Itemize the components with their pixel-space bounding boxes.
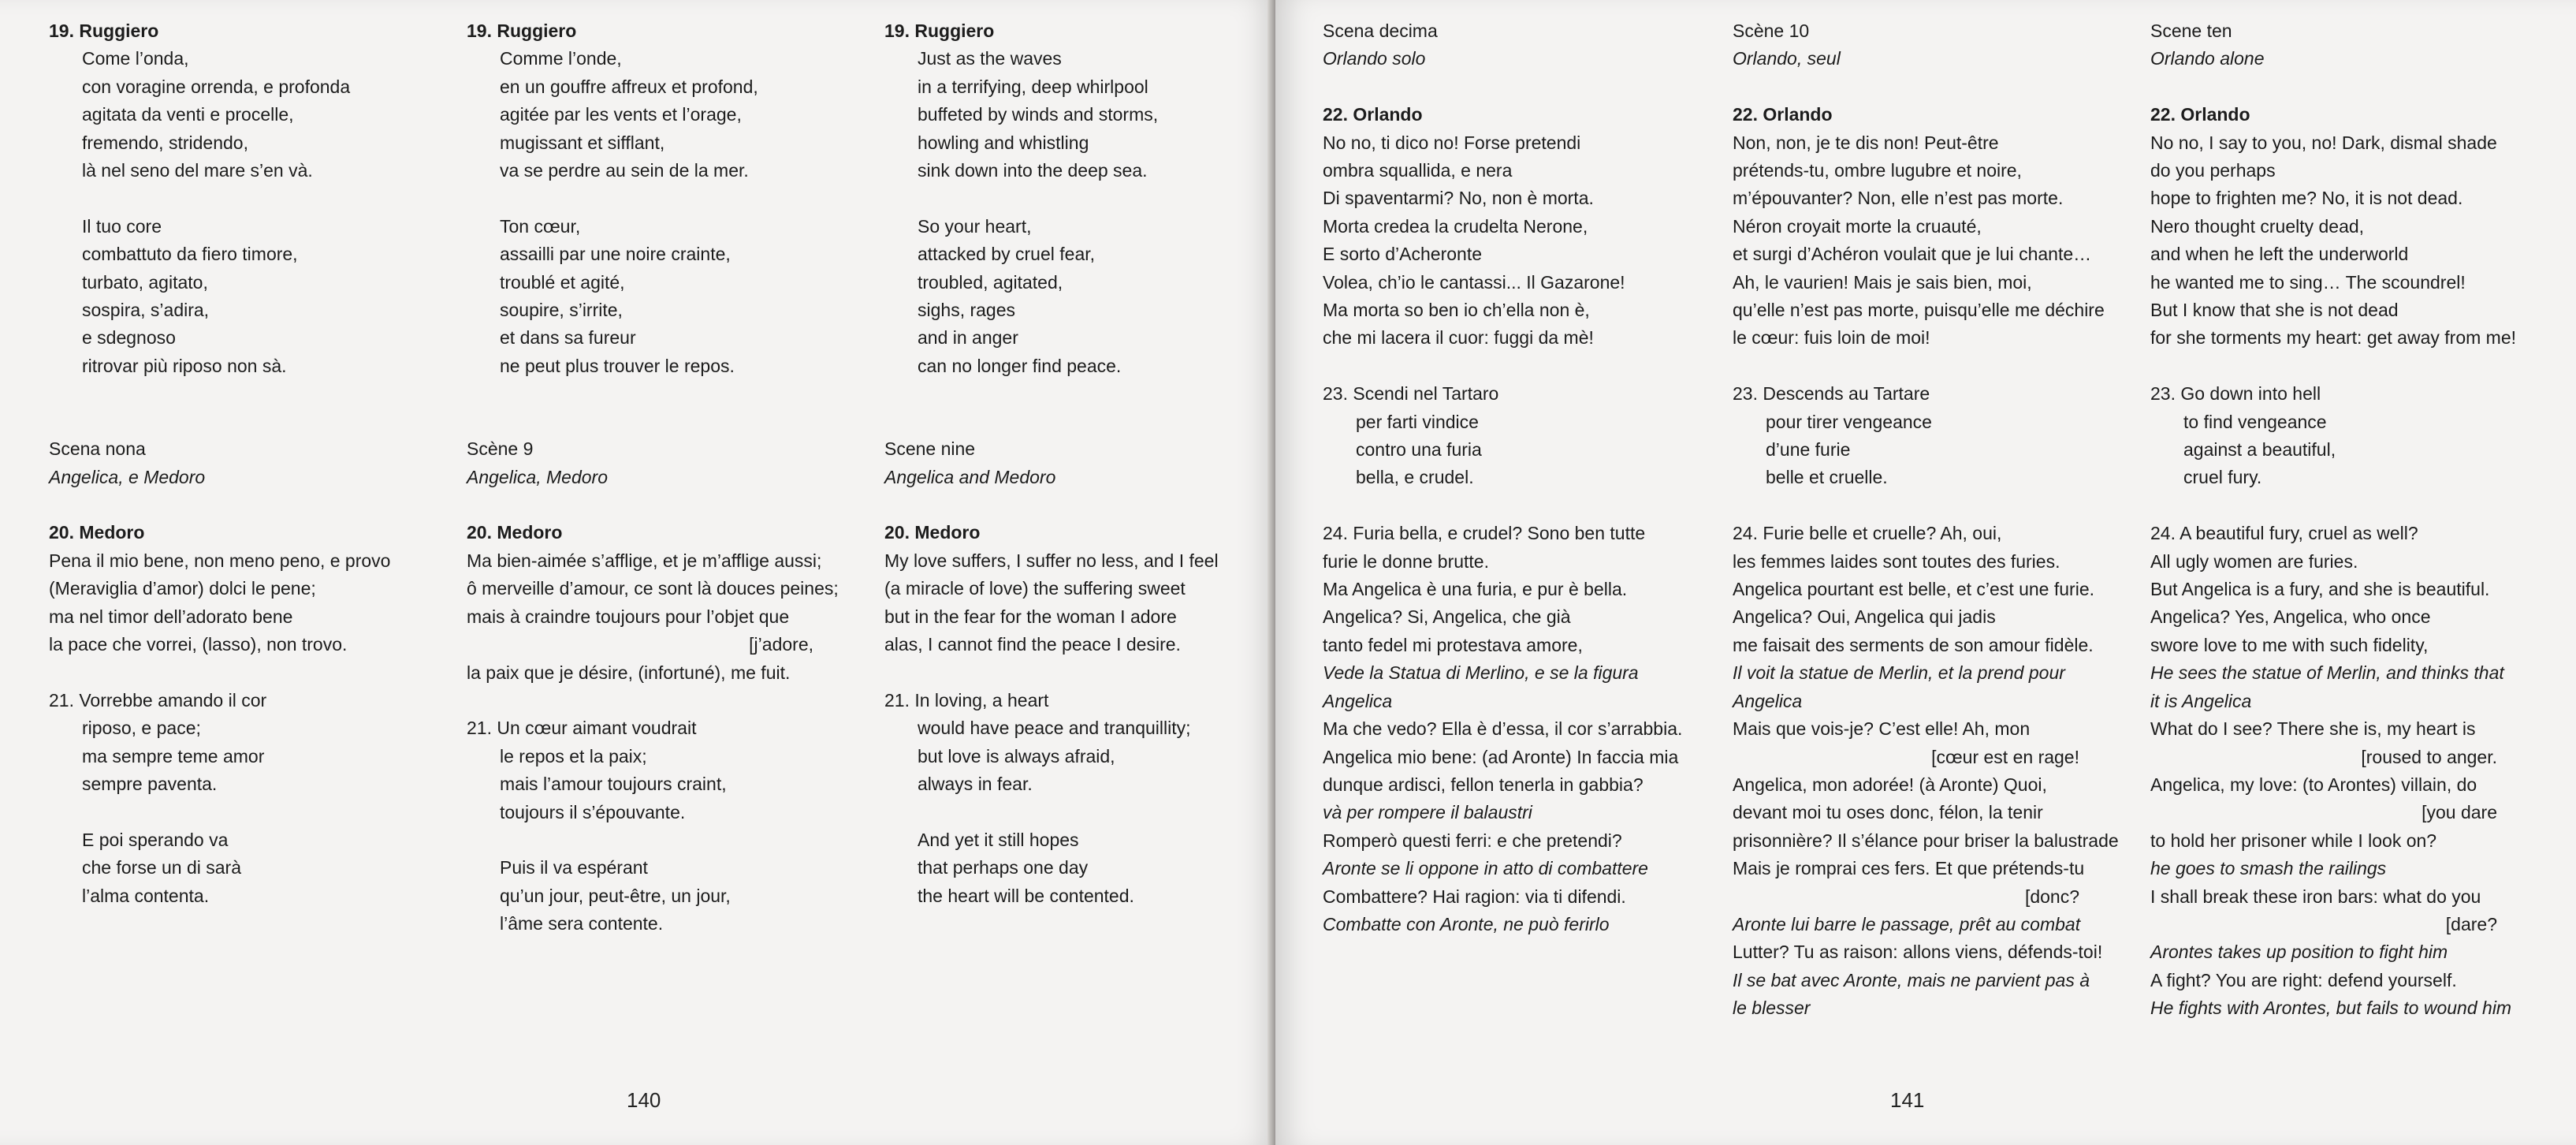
aria-heading: 19. Ruggiero <box>884 21 995 41</box>
text-line: Morta credea la crudelta Nerone, <box>1323 215 1588 237</box>
text-line: 21. Vorrebbe amando il cor <box>49 689 267 710</box>
text-line: for she torments my heart: get away from me! <box>2150 327 2516 349</box>
text-line: always in fear. <box>918 774 1033 795</box>
text-line: sighs, rages <box>918 300 1016 321</box>
text-line: mais l’amour toujours craint, <box>500 774 727 795</box>
text-line: swore love to me with such fidelity, <box>2150 634 2429 655</box>
text-line: sospira, s’adira, <box>82 300 210 321</box>
text-line: troublé et agité, <box>500 271 625 293</box>
line-gap <box>1323 492 1717 520</box>
text-line: What do I see? There she is, my heart is <box>2150 718 2476 740</box>
text-line: Angelica? Oui, Angelica qui jadis <box>1733 606 1996 628</box>
line-gap <box>49 659 443 687</box>
text-line: to find vengeance <box>2183 411 2327 432</box>
stage-direction: Orlando alone <box>2150 48 2265 69</box>
text-line: My love suffers, I suffer no less, and I feel <box>884 550 1219 571</box>
english-text-column-left <box>884 17 1279 910</box>
line-gap <box>49 185 443 212</box>
text-line: Scène 9 <box>467 438 534 460</box>
text-line: d’une furie <box>1766 439 1851 461</box>
text-line: 23. Scendi nel Tartaro <box>1323 383 1499 405</box>
text-line: le repos et la paix; <box>500 745 647 766</box>
text-line: ombra squallida, e nera <box>1323 160 1513 181</box>
text-line: bella, e crudel. <box>1356 467 1474 488</box>
text-line: et surgi d’Achéron voulait que je lui chante… <box>1733 244 2092 265</box>
line-gap <box>1733 352 2127 380</box>
text-line: to hold her prisoner while I look on? <box>2150 830 2437 851</box>
left-page <box>0 0 1275 1145</box>
text-line: tanto fedel mi protestava amore, <box>1323 634 1583 655</box>
text-line: cruel fury. <box>2183 467 2262 488</box>
aria-heading: 19. Ruggiero <box>49 21 159 41</box>
text-line: 23. Descends au Tartare <box>1733 383 1930 405</box>
stage-direction: Orlando, seul <box>1733 48 1841 69</box>
text-line: do you perhaps <box>2150 160 2276 181</box>
line-gap <box>49 491 443 519</box>
text-line: and when he left the underworld <box>2150 244 2409 265</box>
line-gap <box>1323 352 1717 380</box>
line-gap <box>1733 73 2127 101</box>
text-line: Di spaventarmi? No, non è morta. <box>1323 188 1594 209</box>
text-line: Romperò questi ferri: e che pretendi? <box>1323 830 1622 851</box>
text-line: Ma morta so ben io ch’ella non è, <box>1323 300 1590 321</box>
section-gap <box>467 380 861 435</box>
line-gap <box>467 826 861 854</box>
text-line: la paix que je désire, (infortuné), me fuit. <box>467 662 791 683</box>
text-line: che forse un di sarà <box>82 857 242 878</box>
line-gap <box>1323 73 1717 101</box>
stage-direction: Angelica <box>1323 690 1393 711</box>
text-line: con voragine orrenda, e profonda <box>82 76 351 97</box>
aria-heading: 20. Medoro <box>884 522 981 543</box>
text-line: mugissant et sifflant, <box>500 132 665 153</box>
text-line: All ugly women are furies. <box>2150 550 2358 572</box>
text-line: 21. In loving, a heart <box>884 689 1049 710</box>
text-line: 24. Furie belle et cruelle? Ah, oui, <box>1733 523 2002 544</box>
text-line: ma nel timor dell’adorato bene <box>49 606 293 627</box>
line-gap <box>467 185 861 212</box>
stage-direction: le blesser <box>1733 998 1811 1019</box>
text-line: e sdegnoso <box>82 327 176 349</box>
text-line: buffeted by winds and storms, <box>918 104 1159 125</box>
text-line: E poi sperando va <box>82 829 229 850</box>
text-line: Ton cœur, <box>500 215 581 237</box>
text-line: qu’elle n’est pas morte, puisqu’elle me déchire <box>1733 300 2105 321</box>
text-line: the heart will be contented. <box>918 885 1134 906</box>
text-line: Nero thought cruelty dead, <box>2150 215 2365 237</box>
line-gap <box>884 185 1279 212</box>
text-line: soupire, s’irrite, <box>500 300 623 321</box>
text-line: ô merveille d’amour, ce sont là douces peines; <box>467 578 839 599</box>
aria-heading: 20. Medoro <box>49 522 145 543</box>
text-line: furie le donne brutte. <box>1323 550 1489 572</box>
text-line: can no longer find peace. <box>918 355 1122 376</box>
stage-direction: Il voit la statue de Merlin, et la prend pour <box>1733 662 2065 684</box>
text-line: là nel seno del mare s’en và. <box>82 160 313 181</box>
text-line: 24. Furia bella, e crudel? Sono ben tutte <box>1323 523 1646 544</box>
text-line: ma sempre teme amor <box>82 745 265 766</box>
text-line: Puis il va espérant <box>500 857 648 878</box>
text-line: belle et cruelle. <box>1766 467 1888 488</box>
text-line: mais à craindre toujours pour l’objet que <box>467 606 790 627</box>
text-line: les femmes laides sont toutes des furies. <box>1733 550 2060 572</box>
stage-direction: Orlando solo <box>1323 48 1426 69</box>
text-line: assailli par une noire crainte, <box>500 244 731 265</box>
text-line: A fight? You are right: defend yourself. <box>2150 969 2457 990</box>
text-line: agitée par les vents et l’orage, <box>500 104 742 125</box>
text-line: Angelica, mon adorée! (à Aronte) Quoi, <box>1733 774 2047 795</box>
stage-direction: Angelica and Medoro <box>884 466 1056 487</box>
aria-heading: 22. Orlando <box>2150 104 2250 125</box>
stage-direction: He sees the statue of Merlin, and thinks that <box>2150 662 2504 684</box>
text-line: in a terrifying, deep whirlpool <box>918 76 1148 97</box>
text-line: Lutter? Tu as raison: allons viens, défends-toi! <box>1733 942 2103 963</box>
line-gap <box>467 491 861 519</box>
text-line: E sorto d’Acheronte <box>1323 244 1483 265</box>
stage-direction: và per rompere il balaustri <box>1323 802 1532 823</box>
text-line: Non, non, je te dis non! Peut-être <box>1733 132 1999 153</box>
text-line: toujours il s’épouvante. <box>500 801 686 822</box>
italian-text-column-right <box>1323 17 1717 938</box>
line-gap <box>49 799 443 826</box>
text-line: sempre paventa. <box>82 774 218 795</box>
text-line: Angelica, my love: (to Arontes) villain, do <box>2150 774 2477 795</box>
text-line: So your heart, <box>918 215 1032 237</box>
text-line: Scena nona <box>49 438 146 460</box>
text-line: Angelica mio bene: (ad Aronte) In faccia mia <box>1323 746 1679 767</box>
text-line: dunque ardisci, fellon tenerla in gabbia? <box>1323 774 1644 795</box>
text-line: sink down into the deep sea. <box>918 160 1148 181</box>
text-line: I shall break these iron bars: what do you <box>2150 886 2481 907</box>
text-line: me faisait des serments de son amour fidèle. <box>1733 634 2094 655</box>
text-line: (a miracle of love) the suffering sweet <box>884 578 1186 599</box>
text-line: la pace che vorrei, (lasso), non trovo. <box>49 634 348 655</box>
text-line: hope to frighten me? No, it is not dead. <box>2150 188 2463 209</box>
text-line: Come l’onda, <box>82 48 189 69</box>
english-text-column-right <box>2150 17 2544 1023</box>
text-line: Angelica? Yes, Angelica, who once <box>2150 606 2431 628</box>
text-line: 21. Un cœur aimant voudrait <box>467 718 697 739</box>
french-text-column-right <box>1733 17 2127 1023</box>
text-line: Pena il mio bene, non meno peno, e provo <box>49 550 391 571</box>
text-line: Combattere? Hai ragion: via ti difendi. <box>1323 886 1626 907</box>
text-line: qu’un jour, peut-être, un jour, <box>500 885 731 906</box>
text-line: contro una furia <box>1356 439 1482 461</box>
text-line: Ma bien-aimée s’afflige, et je m’afflige aussi; <box>467 550 822 571</box>
text-line: agitata da venti e procelle, <box>82 104 294 125</box>
text-line: prétends-tu, ombre lugubre et noire, <box>1733 160 2022 181</box>
stage-direction: Arontes takes up position to fight him <box>2150 942 2448 963</box>
text-line: [cœur est en rage! <box>1931 746 2079 767</box>
stage-direction: Aronte lui barre le passage, prêt au combat <box>1733 913 2081 934</box>
text-line: m’épouvanter? Non, elle n’est pas morte. <box>1733 188 2064 209</box>
text-line: Comme l’onde, <box>500 48 622 69</box>
text-line: devant moi tu oses donc, félon, la tenir <box>1733 802 2043 823</box>
line-gap <box>884 491 1279 519</box>
text-line: ne peut plus trouver le repos. <box>500 355 735 376</box>
text-line: that perhaps one day <box>918 857 1089 878</box>
text-line: Angelica pourtant est belle, et c’est une furie. <box>1733 579 2095 600</box>
stage-direction: Angelica <box>1733 690 1803 711</box>
stage-direction: Vede la Statua di Merlino, e se la figura <box>1323 662 1639 684</box>
text-line: [j’adore, <box>749 634 813 655</box>
stage-direction: Angelica, e Medoro <box>49 466 206 487</box>
stage-direction: Aronte se li oppone in atto di combattere <box>1323 858 1648 879</box>
line-gap <box>1733 492 2127 520</box>
text-line: et dans sa fureur <box>500 327 636 349</box>
text-line: (Meraviglia d’amor) dolci le pene; <box>49 578 316 599</box>
text-line: per farti vindice <box>1356 411 1479 432</box>
line-gap <box>2150 492 2544 520</box>
text-line: ritrovar più riposo non sà. <box>82 355 287 376</box>
section-gap <box>49 380 443 435</box>
section-gap <box>884 380 1279 435</box>
stage-direction: he goes to smash the railings <box>2150 858 2387 879</box>
text-line: combattuto da fiero timore, <box>82 244 298 265</box>
right-page <box>1275 0 2576 1145</box>
text-line: troubled, agitated, <box>918 271 1063 293</box>
text-line: turbato, agitato, <box>82 271 208 293</box>
text-line: And yet it still hopes <box>918 829 1079 850</box>
text-line: prisonnière? Il s’élance pour briser la balustrade <box>1733 830 2119 851</box>
text-line: fremendo, stridendo, <box>82 132 248 153</box>
french-text-column-left <box>467 17 861 938</box>
text-line: Néron croyait morte la cruauté, <box>1733 215 1982 237</box>
text-line: But Angelica is a fury, and she is beautiful. <box>2150 579 2490 600</box>
text-line: 24. A beautiful fury, cruel as well? <box>2150 523 2418 544</box>
line-gap <box>2150 352 2544 380</box>
text-line: he wanted me to sing… The scoundrel! <box>2150 271 2466 293</box>
stage-direction: Combatte con Aronte, ne può ferirlo <box>1323 913 1610 934</box>
text-line: l’alma contenta. <box>82 885 210 906</box>
line-gap <box>467 687 861 714</box>
line-gap <box>884 659 1279 687</box>
aria-heading: 20. Medoro <box>467 522 563 543</box>
text-line: Ma Angelica è una furia, e pur è bella. <box>1323 579 1628 600</box>
text-line: Scène 10 <box>1733 21 1810 41</box>
text-line: howling and whistling <box>918 132 1089 153</box>
text-line: No no, ti dico no! Forse pretendi <box>1323 132 1581 153</box>
text-line: [roused to anger. <box>2361 746 2497 767</box>
text-line: l’âme sera contente. <box>500 913 664 934</box>
line-gap <box>884 799 1279 826</box>
text-line: Scena decima <box>1323 21 1438 41</box>
stage-direction: He fights with Arontes, but fails to wound him <box>2150 998 2512 1019</box>
text-line: en un gouffre affreux et profond, <box>500 76 758 97</box>
text-line: Volea, ch’io le cantassi... Il Gazarone! <box>1323 271 1625 293</box>
text-line: against a beautiful, <box>2183 439 2336 461</box>
text-line: Il tuo core <box>82 215 162 237</box>
text-line: But I know that she is not dead <box>2150 300 2399 321</box>
text-line: [dare? <box>2445 913 2497 934</box>
stage-direction: Il se bat avec Aronte, mais ne parvient pas à <box>1733 969 2090 990</box>
text-line: but in the fear for the woman I adore <box>884 606 1177 627</box>
text-line: and in anger <box>918 327 1018 349</box>
aria-heading: 22. Orlando <box>1323 104 1423 125</box>
text-line: [you dare <box>2422 802 2497 823</box>
aria-heading: 22. Orlando <box>1733 104 1833 125</box>
text-line: Ah, le vaurien! Mais je sais bien, moi, <box>1733 271 2032 293</box>
text-line: Mais que vois-je? C’est elle! Ah, mon <box>1733 718 2031 740</box>
text-line: 23. Go down into hell <box>2150 383 2321 405</box>
text-line: Mais je romprai ces fers. Et que prétends-tu <box>1733 858 2085 879</box>
text-line: attacked by cruel fear, <box>918 244 1096 265</box>
text-line: but love is always afraid, <box>918 745 1115 766</box>
text-line: No no, I say to you, no! Dark, dismal shade <box>2150 132 2497 153</box>
stage-direction: it is Angelica <box>2150 690 2252 711</box>
aria-heading: 19. Ruggiero <box>467 21 577 41</box>
page-number-right: 141 <box>1890 1088 1925 1112</box>
text-line: Scene nine <box>884 438 976 460</box>
text-line: che mi lacera il cuor: fuggi da mè! <box>1323 327 1594 349</box>
text-line: le cœur: fuis loin de moi! <box>1733 327 1930 349</box>
text-line: would have peace and tranquillity; <box>918 718 1191 739</box>
text-line: pour tirer vengeance <box>1766 411 1932 432</box>
italic-text-column <box>49 17 443 910</box>
text-line: va se perdre au sein de la mer. <box>500 160 749 181</box>
text-line: riposo, e pace; <box>82 718 201 739</box>
text-line: [donc? <box>2024 886 2079 907</box>
text-line: Angelica? Si, Angelica, che già <box>1323 606 1571 628</box>
line-gap <box>2150 73 2544 101</box>
page-number-left: 140 <box>627 1088 661 1112</box>
text-line: Scene ten <box>2150 21 2232 41</box>
text-line: alas, I cannot find the peace I desire. <box>884 634 1181 655</box>
text-line: Ma che vedo? Ella è d’essa, il cor s’arrabbia. <box>1323 718 1683 740</box>
text-line: Just as the waves <box>918 48 1062 69</box>
stage-direction: Angelica, Medoro <box>467 466 608 487</box>
